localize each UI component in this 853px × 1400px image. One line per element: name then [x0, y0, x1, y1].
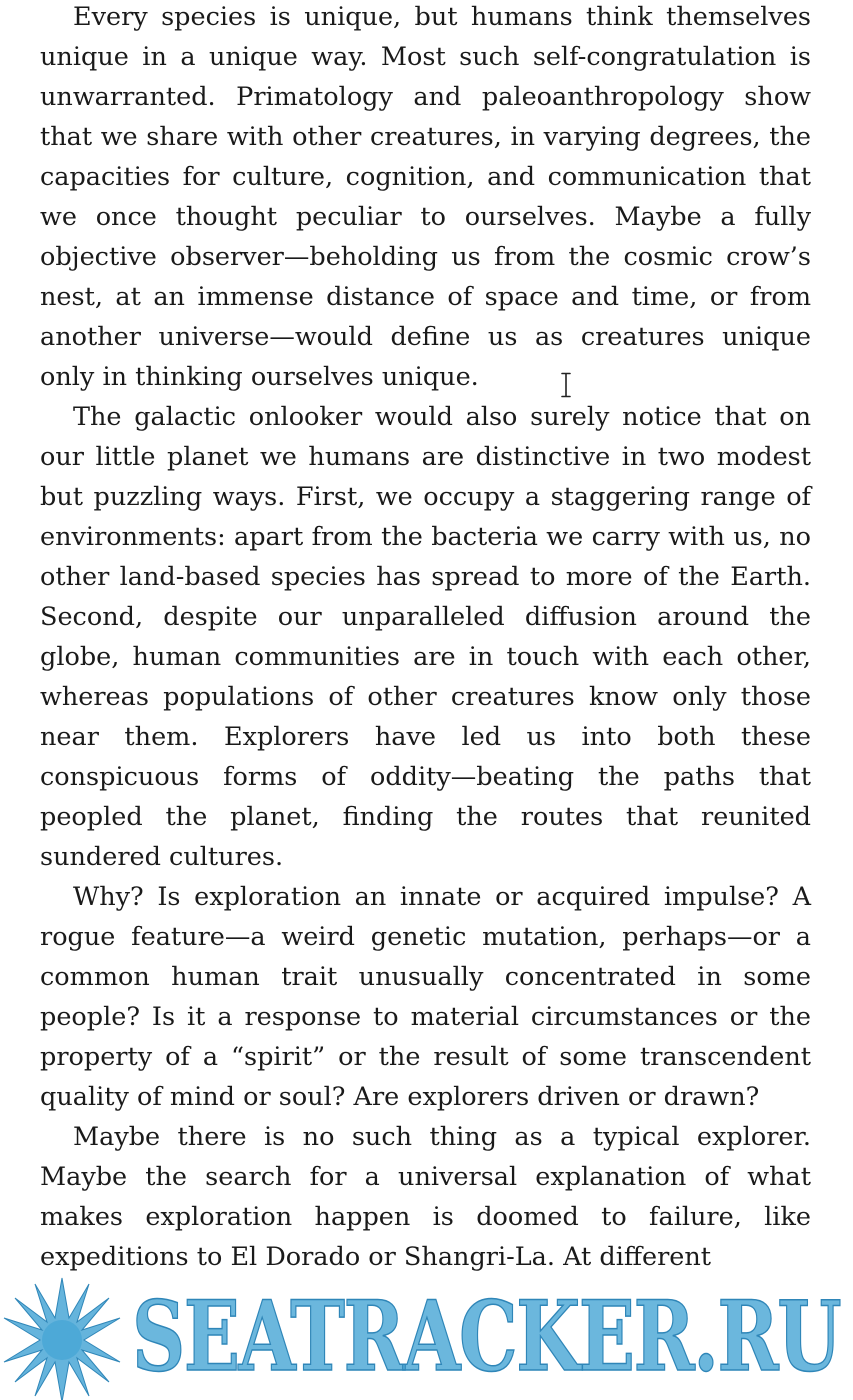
paragraph-1: Every species is unique, but humans think themselves unique in a unique way. Most such self-congratulation is unwarranted. Primatology and paleoanthropology show that we share with other creatures, in varying degrees, the capacities for culture, cognition, and communication that we once thought peculiar to ourselves. Maybe a fully objective observer—beholding us from the cosmic crow’s nest, at an immense distance of space and time, or from another universe—would define us as creatures unique only in thinking ourselves unique. [40, 2, 811, 392]
text-cursor-icon [559, 372, 573, 398]
watermark-text: SEATRACKER.RU [132, 1280, 841, 1393]
body-text [40, 0, 811, 1277]
paragraph-4: Maybe there is no such thing as a typical explorer. Maybe the search for a universal explanation of what makes exploration happen is doomed to failure, like expeditions to El Dorado or Shangri-La. At different [40, 1122, 811, 1272]
watermark [0, 1270, 853, 1400]
sun-burst-icon [4, 1278, 120, 1400]
paragraph-3: Why? Is exploration an innate or acquired impulse? A rogue feature—a weird genetic mutation, perhaps—or a common human trait unusually concentrated in some people? Is it a response to material circumstances or the property of a “spirit” or the result of some transcendent quality of mind or soul? Are explorers driven or drawn? [40, 882, 811, 1112]
paragraph-2: The galactic onlooker would also surely notice that on our little planet we humans are distinctive in two modest but puzzling ways. First, we occupy a staggering range of environments: apart from the bacteria we carry with us, no other land-based species has spread to more of the Earth. Second, despite our unparalleled diffusion around the globe, human communities are in touch with each other, whereas populations of other creatures know only those near them. Explorers have led us into both these conspicuous forms of oddity—beating the paths that peopled the planet, finding the routes that reunited sundered cultures. [40, 402, 811, 872]
